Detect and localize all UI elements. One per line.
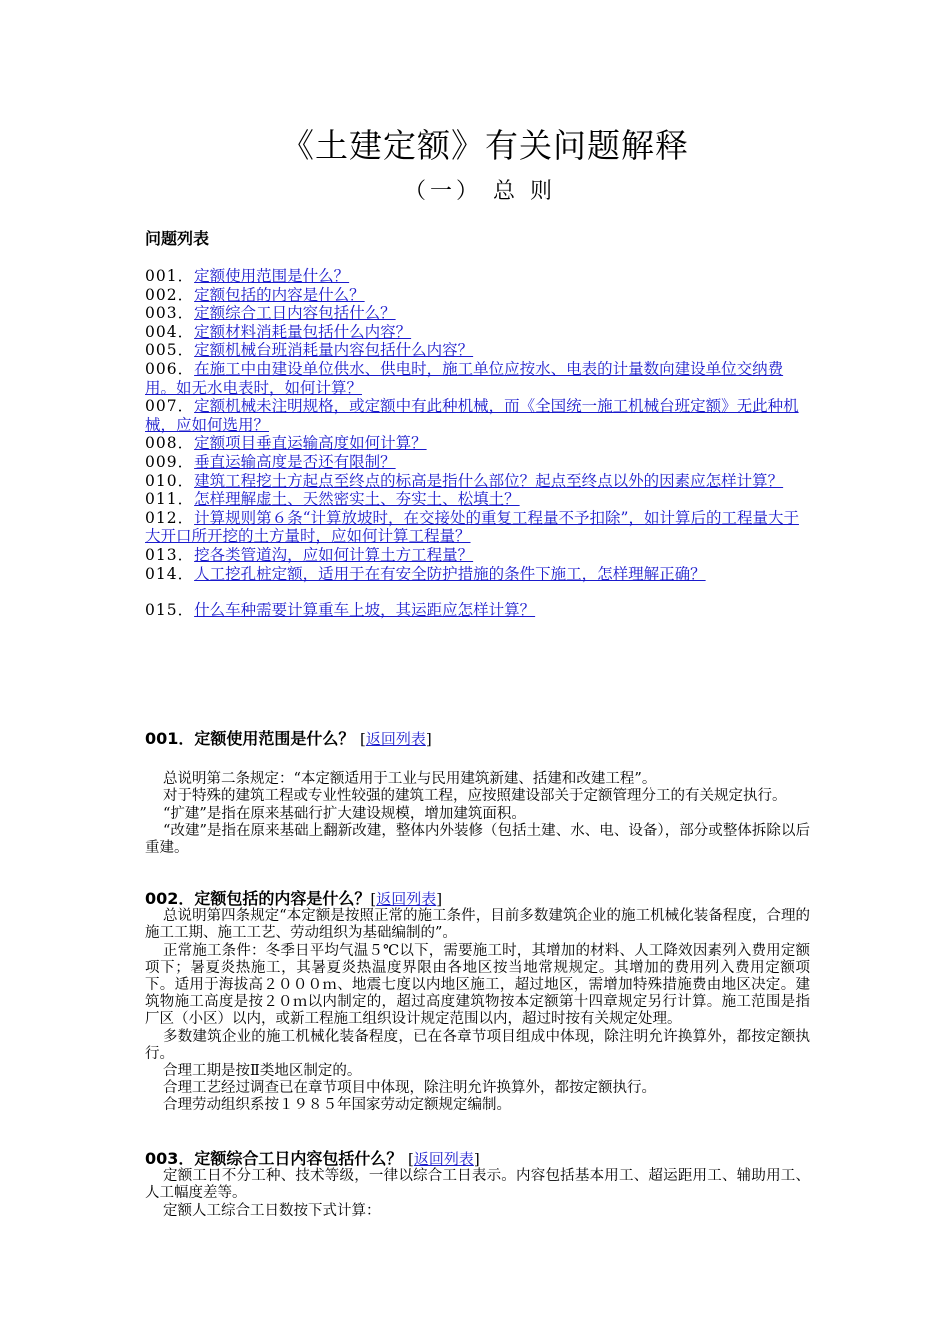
paragraph: 多数建筑企业的施工机械化装备程度，已在各章节项目组成中体现，除注明允许换算外，都按定额执行。 <box>145 1028 810 1062</box>
question-item: 002．定额包括的内容是什么？ <box>145 285 365 304</box>
question-item: 008．定额项目垂直运输高度如何计算？ <box>145 434 427 453</box>
back-to-list-link[interactable]: 返回列表 <box>376 890 437 908</box>
paragraph: 合理劳动组织系按１９８５年国家劳动定额规定编制。 <box>163 1097 511 1114</box>
back-to-list-link[interactable]: 返回列表 <box>413 1150 474 1168</box>
paragraph: 合理工期是按Ⅱ类地区制定的。 <box>163 1063 362 1080</box>
paragraph: 定额人工综合工日数按下式计算： <box>163 1202 381 1219</box>
question-item: 004．定额材料消耗量包括什么内容？ <box>145 322 412 341</box>
question-link[interactable]: 怎样理解虚土、天然密实土、夯实土、松填土？ <box>194 490 520 509</box>
question-item: 005．定额机械台班消耗量内容包括什么内容？ <box>145 341 474 360</box>
question-link[interactable]: 定额材料消耗量包括什么内容？ <box>194 322 412 341</box>
paragraph: 正常施工条件：冬季日平均气温５℃以下，需要施工时，其增加的材料、人工降效因素列入费用定额项下；暑夏炎热施工，其暑夏炎热温度界限由各地区按当地常规规定。其增加的费用列入费用定额项下。适用于海拔高２０００ｍ、地震七度以内地区施工，超过地区，需增加特殊措施费由地区决定。建筑物施工高度是按２０ｍ以内制定的，超过高度建筑物按本定额第十四章规定另行计算。施工范围是指厂区（小区）以内，或新工程施工组织设计规定范围以内，超过时按有关规定处理。 <box>145 942 810 1028</box>
question-link[interactable]: 在施工中由建设单位供水、供电时，施工单位应按水、电表的计量数向建设单位交纳费用。如无水电表时，如何计算？ <box>145 359 784 397</box>
question-item: 003．定额综合工日内容包括什么？ <box>145 304 396 323</box>
paragraph: “扩建”是指在原来基础行扩大建设规模，增加建筑面积。 <box>163 805 526 822</box>
question-item: 014．人工挖孔桩定额，适用于在有安全防护措施的条件下施工，怎样理解正确？ <box>145 564 706 583</box>
question-item: 007．定额机械未注明规格，或定额中有此种机械，而《全国统一施工机械台班定额》无此种机械，应如何选用？ <box>145 397 799 434</box>
question-item: 010．建筑工程挖土方起点至终点的标高是指什么部位？起点至终点以外的因素应怎样计算？ <box>145 471 784 490</box>
paragraph: 总说明第四条规定“本定额是按照正常的施工条件，目前多数建筑企业的施工机械化装备程度，合理的施工工期、施工工艺、劳动组织为基础编制的”。 <box>145 908 810 942</box>
chapter-subtitle: （一） 总 则 <box>404 179 556 204</box>
answer-section <box>145 890 810 1115</box>
paragraph: 对于特殊的建筑工程或专业性较强的建筑工程，应按照建设部关于定额管理分工的有关规定执行。 <box>163 788 787 805</box>
paragraph: “改建”是指在原来基础上翻新改建，整体内外装修（包括土建、水、电、设备），部分或整体拆除以后重建。 <box>145 822 810 857</box>
document-title: 《土建定额》有关问题解释 <box>281 126 689 165</box>
question-link[interactable]: 人工挖孔桩定额，适用于在有安全防护措施的条件下施工，怎样理解正确？ <box>194 564 706 583</box>
question-item: 013．挖各类管道沟，应如何计算土方工程量？ <box>145 545 474 564</box>
section-title: 003．定额综合工日内容包括什么？ [返回列表] <box>145 1149 480 1168</box>
question-list-heading: 问题列表 <box>145 229 210 248</box>
back-to-list-link[interactable]: 返回列表 <box>365 730 426 748</box>
question-item: 006．在施工中由建设单位供水、供电时，施工单位应按水、电表的计量数向建设单位交纳费用。如无水电表时，如何计算？ <box>145 359 784 397</box>
question-link[interactable]: 垂直运输高度是否还有限制？ <box>194 452 396 471</box>
paragraph: 总说明第二条规定：“本定额适用于工业与民用建筑新建、括建和改建工程”。 <box>163 771 657 788</box>
paragraph: 合理工艺经过调查已在章节项目中体现，除注明允许换算外，都按定额执行。 <box>163 1080 656 1097</box>
section-title: 001．定额使用范围是什么？ [返回列表] <box>145 729 432 748</box>
question-link[interactable]: 定额机械未注明规格，或定额中有此种机械，而《全国统一施工机械台班定额》无此种机械，应如何选用？ <box>145 397 799 434</box>
paragraph: 定额工日不分工种、技术等级，一律以综合工日表示。内容包括基本用工、超运距用工、辅助用工、人工幅度差等。 <box>145 1168 810 1202</box>
question-link[interactable]: 什么车种需要计算重车上坡，其运距应怎样计算？ <box>194 601 536 620</box>
answer-section <box>145 730 810 857</box>
question-link[interactable]: 定额项目垂直运输高度如何计算？ <box>194 434 427 453</box>
question-item: 011．怎样理解虚土、天然密实土、夯实土、松填土？ <box>145 490 520 509</box>
question-link[interactable]: 定额综合工日内容包括什么？ <box>194 304 396 323</box>
question-link[interactable]: 计算规则第６条“计算放坡时，在交接处的重复工程量不予扣除”，如计算后的工程量大于大开口所开挖的土方量时，应如何计算工程量？ <box>145 508 799 546</box>
question-item: 012．计算规则第６条“计算放坡时，在交接处的重复工程量不予扣除”，如计算后的工程量大于大开口所开挖的土方量时，应如何计算工程量？ <box>145 508 799 546</box>
question-item: 009．垂直运输高度是否还有限制？ <box>145 452 396 471</box>
question-link[interactable]: 建筑工程挖土方起点至终点的标高是指什么部位？起点至终点以外的因素应怎样计算？ <box>194 471 784 490</box>
question-item: 001．定额使用范围是什么？ <box>145 267 350 285</box>
question-link[interactable]: 定额包括的内容是什么？ <box>194 285 365 304</box>
section-title: 002．定额包括的内容是什么？[返回列表] <box>145 889 443 908</box>
answer-section <box>145 1150 810 1220</box>
question-link[interactable]: 定额机械台班消耗量内容包括什么内容？ <box>194 341 474 360</box>
question-link[interactable]: 定额使用范围是什么？ <box>194 267 350 285</box>
question-list <box>145 267 810 620</box>
question-item: 015．什么车种需要计算重车上坡，其运距应怎样计算？ <box>145 601 536 620</box>
question-link[interactable]: 挖各类管道沟，应如何计算土方工程量？ <box>194 545 474 564</box>
